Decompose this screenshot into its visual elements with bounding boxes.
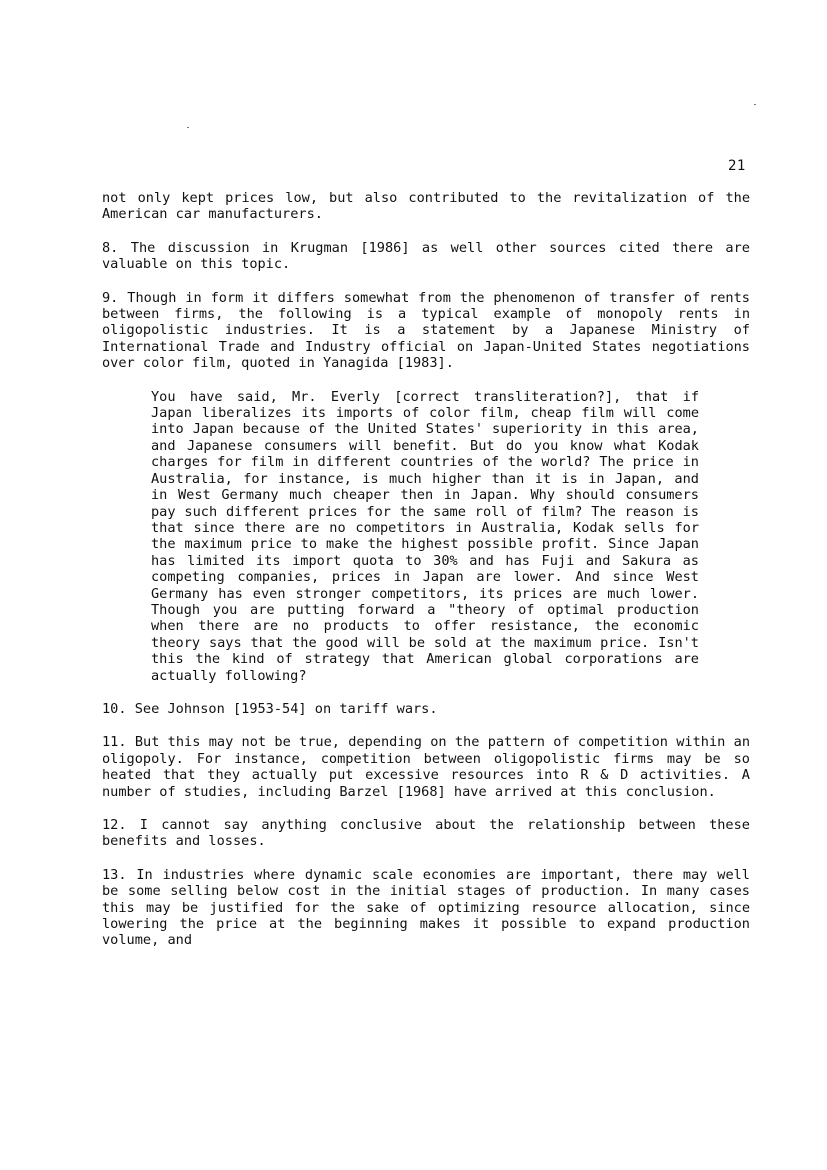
block-quote: You have said, Mr. Everly [correct transliteration?], that if Japan liberalizes its imports of color film, cheap film will come into Japan because of the United States' superiority in this area, and Japanese consumers will benefit. But do you know what Kodak charges for film in different countries of the world? The price in Australia, for instance, is much higher than it is in Japan, and in West Germany much cheaper then in Japan. Why should consumers pay such different prices for the same roll of film? The reason is that since there are no competitors in Australia, Kodak sells for the maximum price to make the highest possible profit. Since Japan has limited its import quota to 30% and has Fuji and Sakura as competing companies, prices in Japan are lower. And since West Germany has even stronger competitors, its prices are much lower. Though you are putting forward a "theory of optimal production when there are no products to offer resistance, the economic theory says that the good will be sold at the maximum price. Isn't this the kind of strategy that American global corporations are actually following? bbox=[151, 388, 699, 684]
page-number: 21 bbox=[728, 158, 746, 174]
footnote-11: 11. But this may not be true, depending on the pattern of competition within an oligopoly. For instance, competition between oligopolistic firms may be so heated that they actually put excessive resources into R & D activities. A number of studies, including Barzel [1968] have arrived at this conclusion. bbox=[102, 734, 750, 800]
footnote-10: 10. See Johnson [1953-54] on tariff wars. bbox=[102, 700, 438, 717]
footnote-13: 13. In industries where dynamic scale economies are important, there may well be some selling below cost in the initial stages of production. In many cases this may be justified for the sake of optimizing resource allocation, since lowering the price at the beginning makes it possible to expand production volume, and bbox=[102, 866, 750, 949]
footnotes-body bbox=[102, 190, 750, 966]
footnote-8: 8. The discussion in Krugman [1986] as well other sources cited there are valuable on this topic. bbox=[102, 239, 750, 273]
scan-speck bbox=[187, 127, 189, 128]
scan-speck bbox=[754, 104, 756, 105]
footnote-9: 9. Though in form it differs somewhat from the phenomenon of transfer of rents between firms, the following is a typical example of monopoly rents in oligopolistic industries. It is a statement by a Japanese Ministry of International Trade and Industry official on Japan-United States negotiations over color film, quoted in Yanagida [1983]. bbox=[102, 289, 750, 372]
footnote-12: 12. I cannot say anything conclusive about the relationship between these benefits and losses. bbox=[102, 817, 750, 850]
continued-paragraph: not only kept prices low, but also contributed to the revitalization of the American car manufacturers. bbox=[102, 190, 750, 223]
